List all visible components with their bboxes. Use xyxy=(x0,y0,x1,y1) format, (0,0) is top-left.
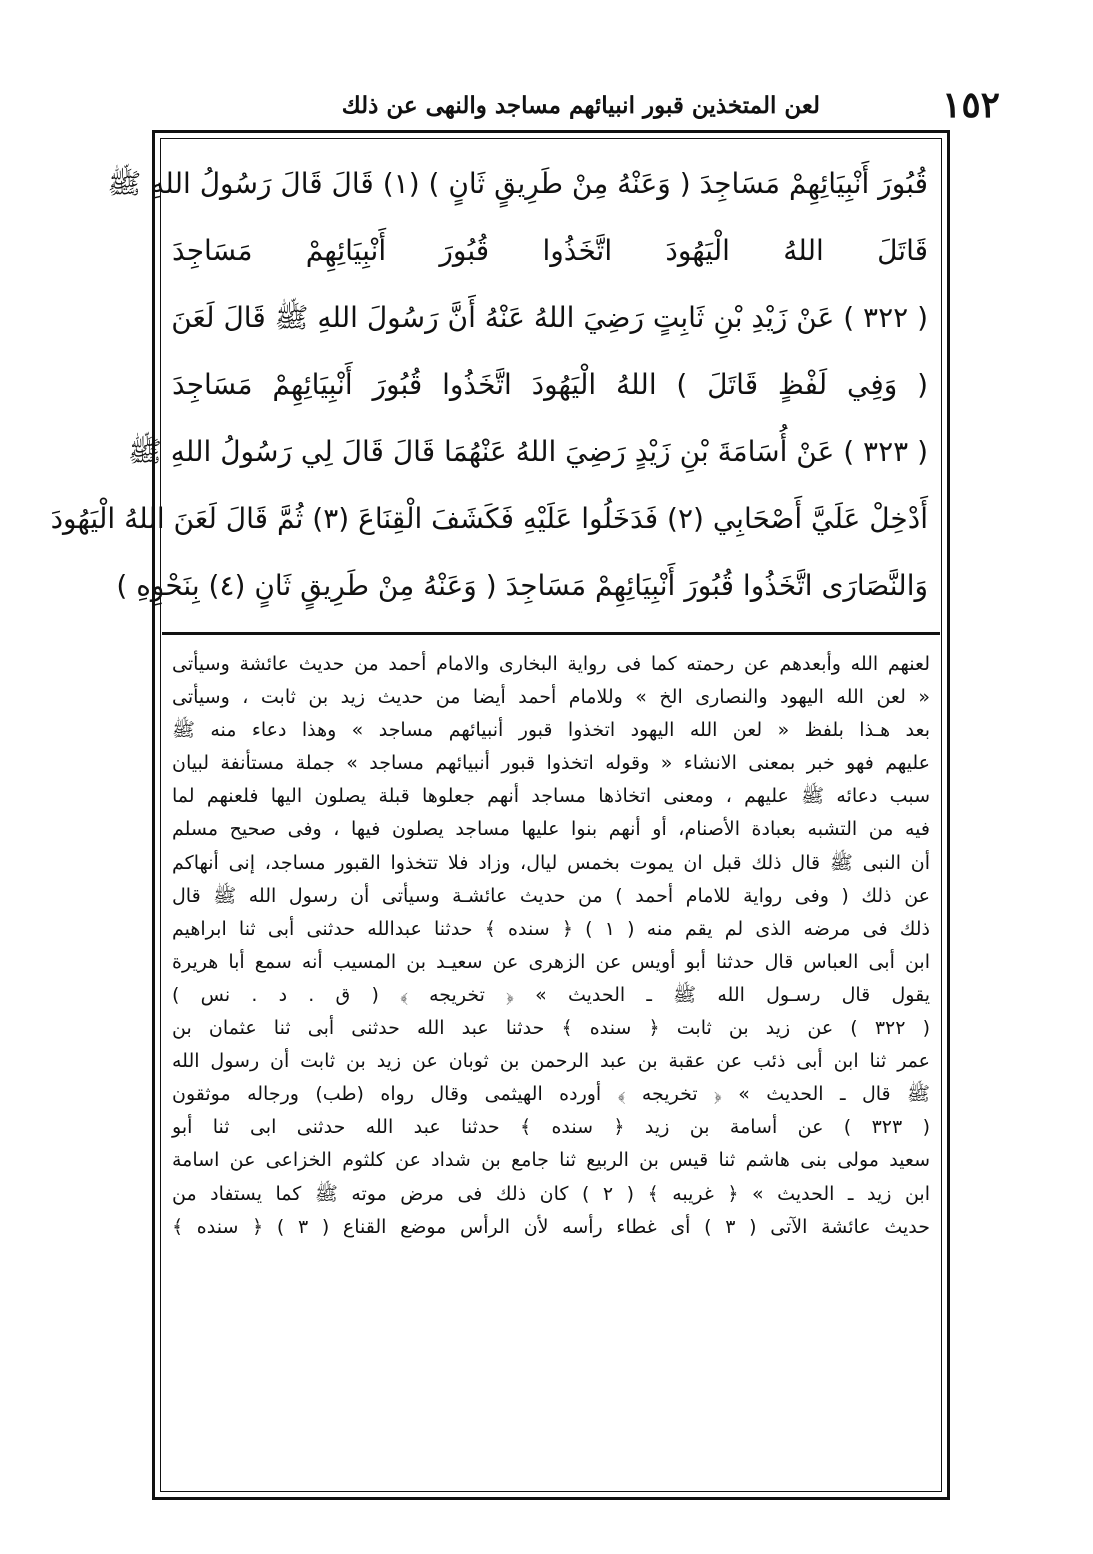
commentary-line: حديث عائشة الآتى ( ٣ ) أى غطاء رأسه لأن الرأس موضع القناع ( ٣ ) ﴿ سنده ﴾ xyxy=(172,1215,930,1238)
commentary-line: بعد هـذا بلفظ « لعن الله اليهود اتخذوا قبور أنبيائهم مساجد » وهذا دعاء منه ﷺ xyxy=(172,719,930,742)
section-divider xyxy=(162,632,940,635)
commentary-line: أن النبى ﷺ قال ذلك قبل ان يموت بخمس ليال، وزاد فلا تتخذوا القبور مساجد، إنى أنهاكم xyxy=(172,851,930,874)
commentary-line: فيه من التشبه بعبادة الأصنام، أو أنهم بنوا عليها مساجد يصلون فيها ، وفى صحيح مسلم xyxy=(172,818,930,841)
commentary-line: سعيد مولى بنى هاشم ثنا قيس بن الربيع ثنا جامع بن شداد عن كلثوم الخزاعى عن اسامة xyxy=(172,1149,930,1172)
commentary-line: ابن أبى العباس قال حدثنا أبو أويس عن الزهرى عن سعيـد بن المسيب أنه سمع أبا هريرة xyxy=(172,950,930,973)
commentary-line: « لعن الله اليهود والنصارى الخ » وللامام أحمد أيضا من حديث زيد بن ثابت ، وسيأتى xyxy=(172,686,930,709)
commentary-line: عمر ثنا ابن أبى ذئب عن عقبة بن عبد الرحمن بن ثوبان عن زيد بن ثابت أن رسول الله xyxy=(172,1050,930,1073)
commentary-line: عن ذلك ( وفى رواية للامام أحمد ) من حديث عائشـة وسيأتى أن رسول الله ﷺ قال xyxy=(172,884,930,907)
commentary-line: ( ٣٢٢ ) عن زيد بن ثابت ﴿ سنده ﴾ حدثنا عبد الله حدثنى أبى ثنا عثمان بن xyxy=(172,1017,930,1040)
page-number: ١٥٢ xyxy=(941,84,1000,126)
hadith-line: قَاتَلَ اللهُ الْيَهُودَ اتَّخَذُوا قُبُورَ أَنْبِيَائِهِمْ مَسَاجِدَ xyxy=(172,234,928,267)
page-header xyxy=(150,84,1000,126)
hadith-line: ( ٣٢٢ ) عَنْ زَيْدِ بْنِ ثَابِتٍ رَضِيَ اللهُ عَنْهُ أَنَّ رَسُولَ اللهِ ﷺ قَالَ لَعَنَ xyxy=(171,301,928,334)
commentary-line: ( ٣٢٣ ) عن أسامة بن زيد ﴿ سنده ﴾ حدثنا عبد الله حدثنى ابى ثنا أبو xyxy=(172,1116,931,1139)
hadith-line: قُبُورَ أَنْبِيَائِهِمْ مَسَاجِدَ ( وَعَنْهُ مِنْ طَرِيقٍ ثَانٍ ) (١) قَالَ قَالَ رَسُولُ اللهِ ﷺ xyxy=(107,167,928,200)
hadith-line: وَالنَّصَارَى اتَّخَذُوا قُبُورَ أَنْبِيَائِهِمْ مَسَاجِدَ ( وَعَنْهُ مِنْ طَرِيقٍ ثَانٍ (٤) بِنَحْوِهِ ) xyxy=(116,569,928,602)
hadith-text-block xyxy=(50,150,928,625)
commentary-line: لعنهم الله وأبعدهم عن رحمته كما فى رواية البخارى والامام أحمد من حديث عائشة وسيأتى xyxy=(172,653,930,675)
commentary-line: عليهم فهو خبر بمعنى الانشاء « وقوله اتخذوا قبور أنبيائهم مساجد » جملة مستأنفة لبيان xyxy=(172,752,930,775)
commentary-block xyxy=(172,648,930,1488)
commentary-line: سبب دعائه ﷺ عليهم ، ومعنى اتخاذها مساجد أنهم جعلوها قبلة يصلون اليها فلعنهم لما xyxy=(172,785,930,808)
hadith-line: ( وَفِي لَفْظٍ قَاتَلَ ) اللهُ الْيَهُودَ اتَّخَذُوا قُبُورَ أَنْبِيَائِهِمْ مَسَاجِدَ xyxy=(172,368,928,401)
running-title: لعن المتخذين قبور انبيائهم مساجد والنهى عن ذلك xyxy=(341,92,820,119)
hadith-line: أَدْخِلْ عَلَيَّ أَصْحَابِي (٢) فَدَخَلُوا عَلَيْهِ فَكَشَفَ الْقِنَاعَ (٣) ثُمَّ قَالَ لَعَنَ اللهُ الْيَهُودَ xyxy=(50,502,928,535)
commentary-line: ابن زيد ـ الحديث » ﴿ غريبه ﴾ ( ٢ ) كان ذلك فى مرض موته ﷺ كما يستفاد من xyxy=(172,1182,930,1205)
commentary-line: ذلك فى مرضه الذى لم يقم منه ( ١ ) ﴿ سنده ﴾ حدثنا عبدالله حدثنى أبى ثنا ابراهيم xyxy=(172,917,930,940)
hadith-line: ( ٣٢٣ ) عَنْ أُسَامَةَ بْنِ زَيْدٍ رَضِيَ اللهُ عَنْهُمَا قَالَ قَالَ لِي رَسُولُ اللهِ ﷺ xyxy=(127,435,928,468)
commentary-line: ﷺ قال ـ الحديث » ﴿ تخريجه ﴾ أورده الهيثمى وقال رواه (طب) ورجاله موثقون xyxy=(172,1083,930,1106)
commentary-line: يقول قال رسـول الله ﷺ ـ الحديث » ﴿ تخريجه ﴾ ( ق . د . نس ) xyxy=(172,983,930,1006)
